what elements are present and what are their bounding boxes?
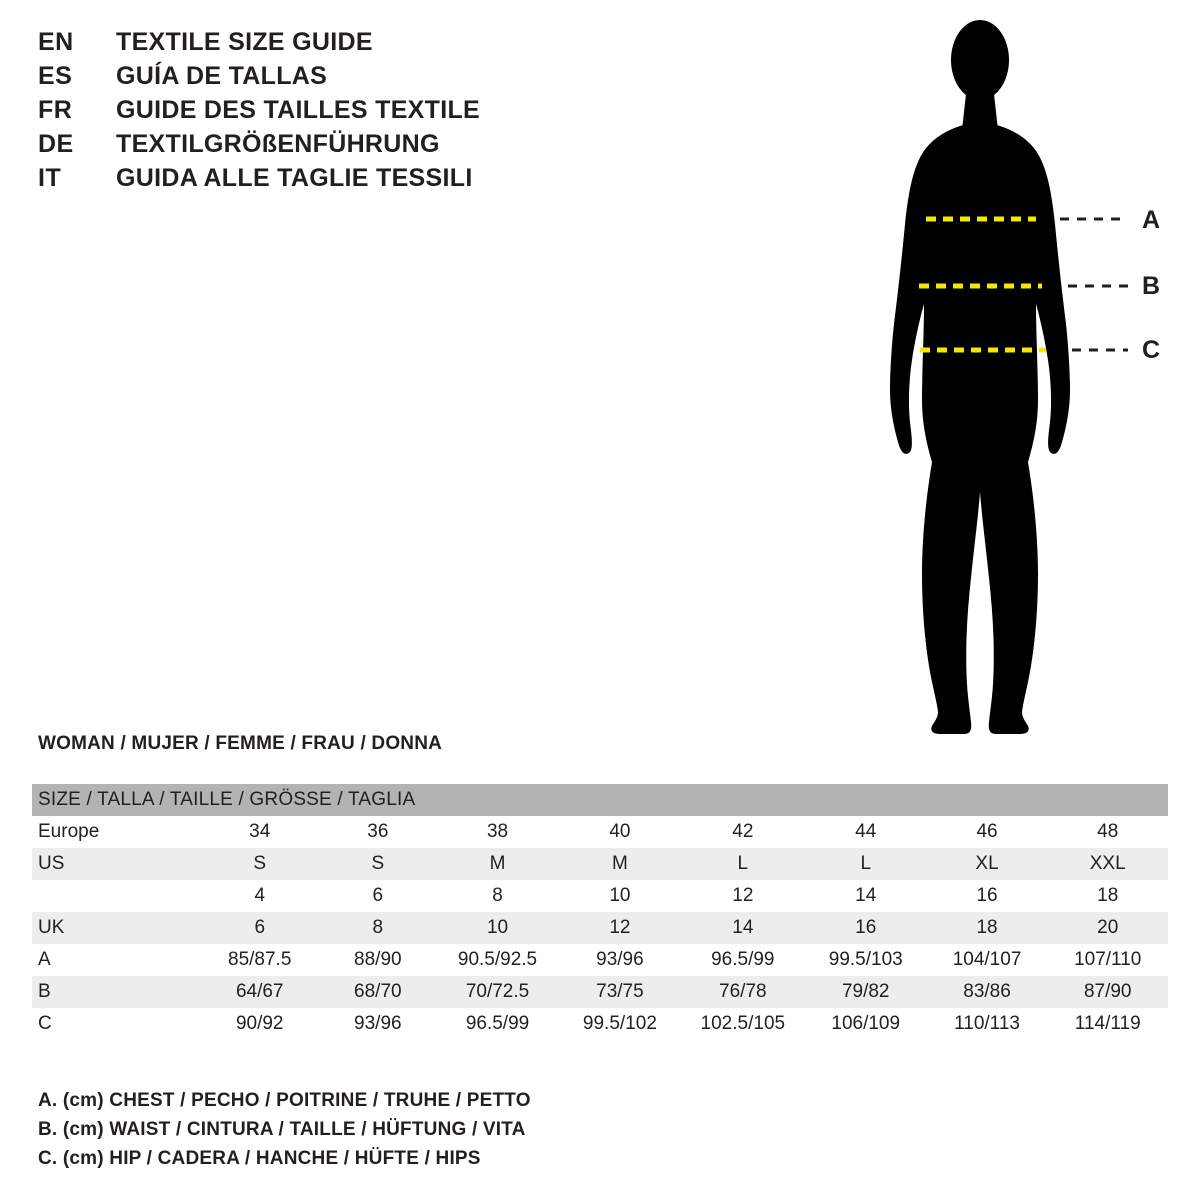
cell-us-4: L [737, 853, 749, 874]
cell-c-0: 90/92 [235, 1013, 284, 1034]
table-header-label: SIZE / TALLA / TAILLE / GRÖSSE / TAGLIA [38, 789, 416, 810]
cell-uk-2: 10 [486, 917, 509, 938]
cell-us-7: XXL [1089, 853, 1126, 874]
cell-b-7: 87/90 [1083, 981, 1132, 1002]
cell-b-3: 73/75 [596, 981, 644, 1002]
cell-c-5: 106/109 [831, 1013, 901, 1034]
section-label-woman: WOMAN / MUJER / FEMME / FRAU / DONNA [38, 733, 443, 754]
table-row [32, 816, 1168, 848]
row-label-us: US [38, 853, 65, 874]
cell-a-4: 96.5/99 [711, 949, 775, 970]
language-code-fr: FR [38, 96, 73, 124]
language-code-it: IT [38, 164, 62, 192]
cell-europe-1: 36 [367, 821, 389, 842]
language-code-en: EN [38, 28, 74, 56]
cell-uk-1: 8 [372, 917, 384, 938]
cell-us-3: M [611, 853, 628, 874]
cell-us-5: L [860, 853, 872, 874]
cell-a-7: 107/110 [1074, 949, 1142, 970]
cell-c-3: 99.5/102 [582, 1013, 657, 1034]
cell-b-6: 83/86 [963, 981, 1011, 1002]
cell-c-7: 114/119 [1074, 1013, 1141, 1034]
cell-usnum-0: 4 [254, 885, 266, 906]
language-code-es: ES [38, 62, 73, 90]
cell-uk-5: 16 [855, 917, 877, 938]
cell-usnum-2: 8 [492, 885, 503, 906]
cell-europe-0: 34 [249, 821, 271, 842]
measure-label-c: C [1142, 336, 1161, 364]
language-row-en [38, 28, 738, 62]
cell-a-2: 90.5/92.5 [457, 949, 538, 970]
cell-b-4: 76/78 [719, 981, 767, 1002]
cell-uk-7: 20 [1097, 917, 1119, 938]
row-label-europe: Europe [38, 821, 100, 842]
language-text-en: TEXTILE SIZE GUIDE [116, 28, 373, 56]
silhouette-head [951, 20, 1009, 100]
cell-c-6: 110/113 [954, 1013, 1020, 1034]
table-row [32, 880, 1168, 912]
cell-usnum-5: 14 [855, 885, 877, 906]
measure-label-a: A [1142, 206, 1161, 234]
cell-uk-3: 12 [609, 917, 631, 938]
table-row [32, 1008, 1168, 1040]
cell-a-5: 99.5/103 [828, 949, 903, 970]
cell-europe-6: 46 [976, 821, 998, 842]
row-label-us-numeric [32, 880, 200, 912]
language-row-it [38, 164, 738, 198]
cell-a-0: 85/87.5 [228, 949, 292, 970]
row-label-b: B [38, 981, 51, 1002]
cell-c-1: 93/96 [354, 1013, 402, 1034]
measure-label-b: B [1142, 272, 1161, 300]
legend-line-c: C. (cm) HIP / CADERA / HANCHE / HÜFTE / HIPS [38, 1148, 481, 1169]
size-table [32, 784, 1168, 1040]
cell-c-2: 96.5/99 [465, 1013, 530, 1034]
cell-b-1: 68/70 [354, 981, 402, 1002]
language-title-block [38, 28, 738, 198]
cell-a-1: 88/90 [354, 949, 402, 970]
cell-usnum-1: 6 [372, 885, 384, 906]
cell-europe-2: 38 [486, 821, 509, 842]
cell-b-5: 79/82 [841, 981, 890, 1002]
cell-us-2: M [489, 853, 506, 874]
language-row-es [38, 62, 738, 96]
cell-us-6: XL [975, 853, 999, 874]
cell-uk-6: 18 [976, 917, 998, 938]
legend-line-a: A. (cm) CHEST / PECHO / POITRINE / TRUHE / PETTO [38, 1090, 531, 1111]
table-row [32, 944, 1168, 976]
row-label-c: C [38, 1013, 52, 1034]
cell-a-3: 93/96 [596, 949, 644, 970]
table-header-row [32, 784, 1168, 816]
silhouette-body [890, 122, 1070, 734]
female-silhouette-figure [860, 18, 1190, 738]
table-row [32, 912, 1168, 944]
cell-usnum-7: 18 [1097, 885, 1119, 906]
legend-line-b: B. (cm) WAIST / CINTURA / TAILLE / HÜFTUNG / VITA [38, 1119, 526, 1140]
language-text-it: GUIDA ALLE TAGLIE TESSILI [116, 164, 473, 192]
cell-europe-4: 42 [732, 821, 754, 842]
language-code-de: DE [38, 130, 74, 158]
language-text-de: TEXTILGRÖßENFÜHRUNG [116, 130, 440, 158]
cell-b-2: 70/72.5 [465, 981, 530, 1002]
language-text-es: GUÍA DE TALLAS [116, 62, 328, 90]
cell-b-0: 64/67 [235, 981, 284, 1002]
table-row [32, 848, 1168, 880]
cell-europe-7: 48 [1097, 821, 1119, 842]
cell-uk-0: 6 [254, 917, 266, 938]
row-label-uk: UK [38, 917, 65, 938]
cell-us-1: S [371, 853, 385, 874]
language-row-fr [38, 96, 738, 130]
cell-europe-3: 40 [609, 821, 631, 842]
cell-usnum-3: 10 [609, 885, 631, 906]
silhouette-svg [860, 18, 1190, 738]
cell-us-0: S [253, 853, 267, 874]
cell-europe-5: 44 [855, 821, 877, 842]
cell-c-4: 102.5/105 [700, 1013, 786, 1034]
cell-usnum-4: 12 [732, 885, 754, 906]
measurement-legend [38, 1090, 938, 1177]
table-row [32, 976, 1168, 1008]
language-row-de [38, 130, 738, 164]
language-text-fr: GUIDE DES TAILLES TEXTILE [116, 96, 481, 124]
cell-usnum-6: 16 [976, 885, 998, 906]
cell-a-6: 104/107 [952, 949, 1022, 970]
cell-uk-4: 14 [732, 917, 754, 938]
row-label-a: A [38, 949, 51, 970]
